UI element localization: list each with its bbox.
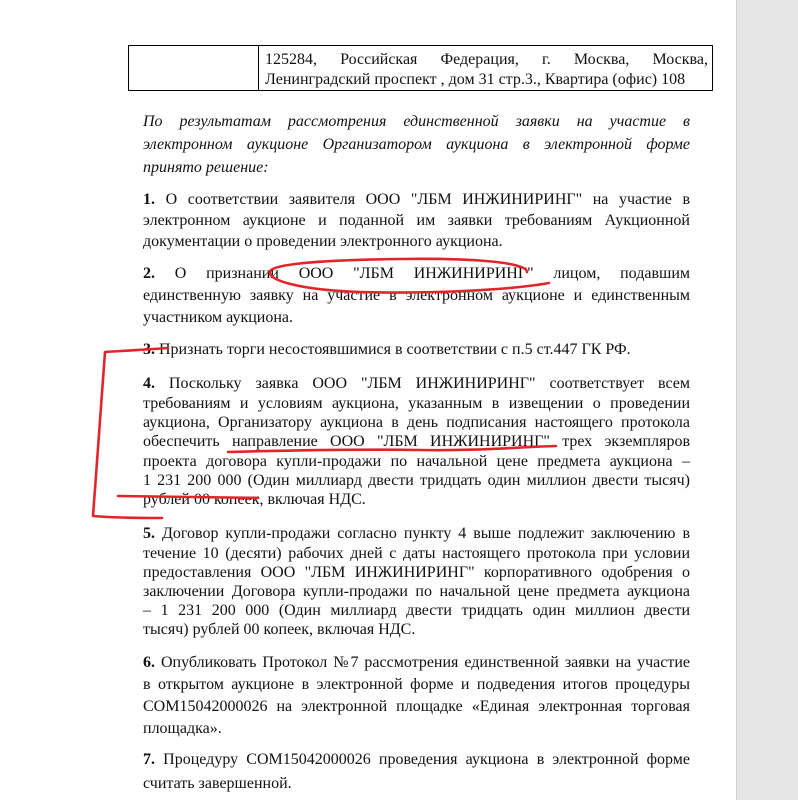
item-line xyxy=(143,231,690,252)
item-line-text: площадка». xyxy=(143,720,222,737)
item-line-text: единственную заявку на участие в электронном аукционе и единственным xyxy=(143,287,690,304)
item-line-text: Договор купли-продажи согласно пункту 4 выше подлежит заключению в xyxy=(161,525,691,543)
decision-item-3 xyxy=(143,340,690,360)
decision-item-7 xyxy=(143,748,690,796)
item-line-text: течение 10 (десяти) рабочих дней с даты настоящего протокола при условии xyxy=(143,544,690,562)
item-line xyxy=(143,696,690,718)
item-line-text: – 1 231 200 000 (Один миллиард двести тридцать один миллион двести xyxy=(143,602,690,620)
item-line xyxy=(143,772,690,796)
address-table-empty-cell xyxy=(129,46,259,90)
intro-line: принято решение: xyxy=(143,158,269,176)
item-line xyxy=(143,374,690,393)
decision-item-5 xyxy=(143,524,690,639)
item-line xyxy=(143,432,690,451)
item-line xyxy=(143,544,690,563)
item-line-text: участником аукциона. xyxy=(143,309,293,326)
item-line xyxy=(143,210,690,231)
item-line-text: Поскольку заявка ООО "ЛБМ ИНЖИНИРИНГ" соответствует всем xyxy=(168,375,691,393)
item-number: 2. xyxy=(143,265,155,282)
item-line-text: COM15042000026 на электронной площадке «Единая электронная торговая xyxy=(143,698,690,715)
item-line-text: Процедуру COM15042000026 проведения аукциона в электронной форме xyxy=(163,751,691,768)
item-line xyxy=(143,263,690,285)
item-line xyxy=(143,189,690,210)
item-line-text: рублей 00 копеек, включая НДС. xyxy=(143,491,366,509)
item-line-text: требованиям и условиям аукциона, указанным в извещении о проведении xyxy=(143,394,690,412)
item-line xyxy=(143,563,690,582)
item-line xyxy=(143,601,690,620)
decision-item-4 xyxy=(143,374,690,509)
item-line xyxy=(143,452,690,471)
address-line: 125284, Российская Федерация, г. Москва, Москва, xyxy=(265,51,708,68)
item-line-text: в открытом аукционе в электронной форме и подведения итогов процедуры xyxy=(143,676,690,693)
item-number: 5. xyxy=(143,525,155,543)
item-line-text: О соответствии заявителя ООО "ЛБМ ИНЖИНИРИНГ" на участие в xyxy=(165,190,691,208)
intro-line: По результатам рассмотрения единственной заявки на участие в xyxy=(143,112,690,130)
decision-item-1 xyxy=(143,189,690,252)
item-line xyxy=(143,718,690,740)
item-line xyxy=(143,620,690,639)
item-line-text: заключении Договора купли-продажи по начальной цене предмета аукциона xyxy=(143,583,690,600)
item-line xyxy=(143,524,690,543)
item-line-text: документации о проведении электронного аукциона. xyxy=(143,232,503,250)
item-line-text: О признании ООО "ЛБМ ИНЖИНИРИНГ" лицом, подавшим xyxy=(174,265,691,282)
item-line-text: проекта договора купли-продажи по начальной цене предмета аукциона – xyxy=(143,452,690,470)
item-line xyxy=(143,394,690,413)
item-line xyxy=(143,340,690,360)
workspace-background xyxy=(736,0,798,800)
item-line xyxy=(143,285,690,307)
decision-item-6 xyxy=(143,652,690,740)
intro-line: электронном аукционе Организатором аукциона в электронной форме xyxy=(143,135,690,153)
decision-item-2 xyxy=(143,263,690,329)
address-table-address-cell xyxy=(259,46,712,90)
item-line xyxy=(143,674,690,696)
decision-intro xyxy=(143,110,690,179)
item-number: 7. xyxy=(143,751,155,768)
item-line-text: считать завершенной. xyxy=(143,775,292,792)
item-line-text: аукциона, Организатору аукциона в день подписания настоящего протокола xyxy=(143,413,690,431)
address-table xyxy=(128,45,713,91)
item-number: 1. xyxy=(143,190,155,208)
item-line xyxy=(143,490,690,509)
address-line: Ленинградский проспект , дом 31 стр.3., Квартира (офис) 108 xyxy=(265,71,686,88)
item-line-text: обеспечить направление ООО "ЛБМ ИНЖИНИРИНГ" трех экземпляров xyxy=(143,433,690,451)
item-line xyxy=(143,471,690,490)
item-line-text: Признать торги несостоявшимися в соответствии с п.5 ст.447 ГК РФ. xyxy=(159,341,631,358)
item-line xyxy=(143,652,690,674)
item-number: 6. xyxy=(143,654,155,671)
item-line-text: электронном аукционе и поданной им заявки требованиям Аукционной xyxy=(143,211,690,229)
item-line-text: Опубликовать Протокол №7 рассмотрения единственной заявки на участие xyxy=(160,654,690,671)
item-number: 3. xyxy=(143,341,155,358)
item-line-text: тысяч) рублей 00 копеек, включая НДС. xyxy=(143,621,416,639)
item-line-text: 1 231 200 000 (Один миллиард двести тридцать один миллион двести тысяч) xyxy=(143,472,690,490)
item-line xyxy=(143,413,690,432)
item-line xyxy=(143,582,690,601)
item-number: 4. xyxy=(143,375,155,393)
item-line xyxy=(143,748,690,772)
item-line-text: предоставления ООО "ЛБМ ИНЖИНИРИНГ" корпоративного одобрения о xyxy=(143,563,690,581)
item-line xyxy=(143,307,690,329)
